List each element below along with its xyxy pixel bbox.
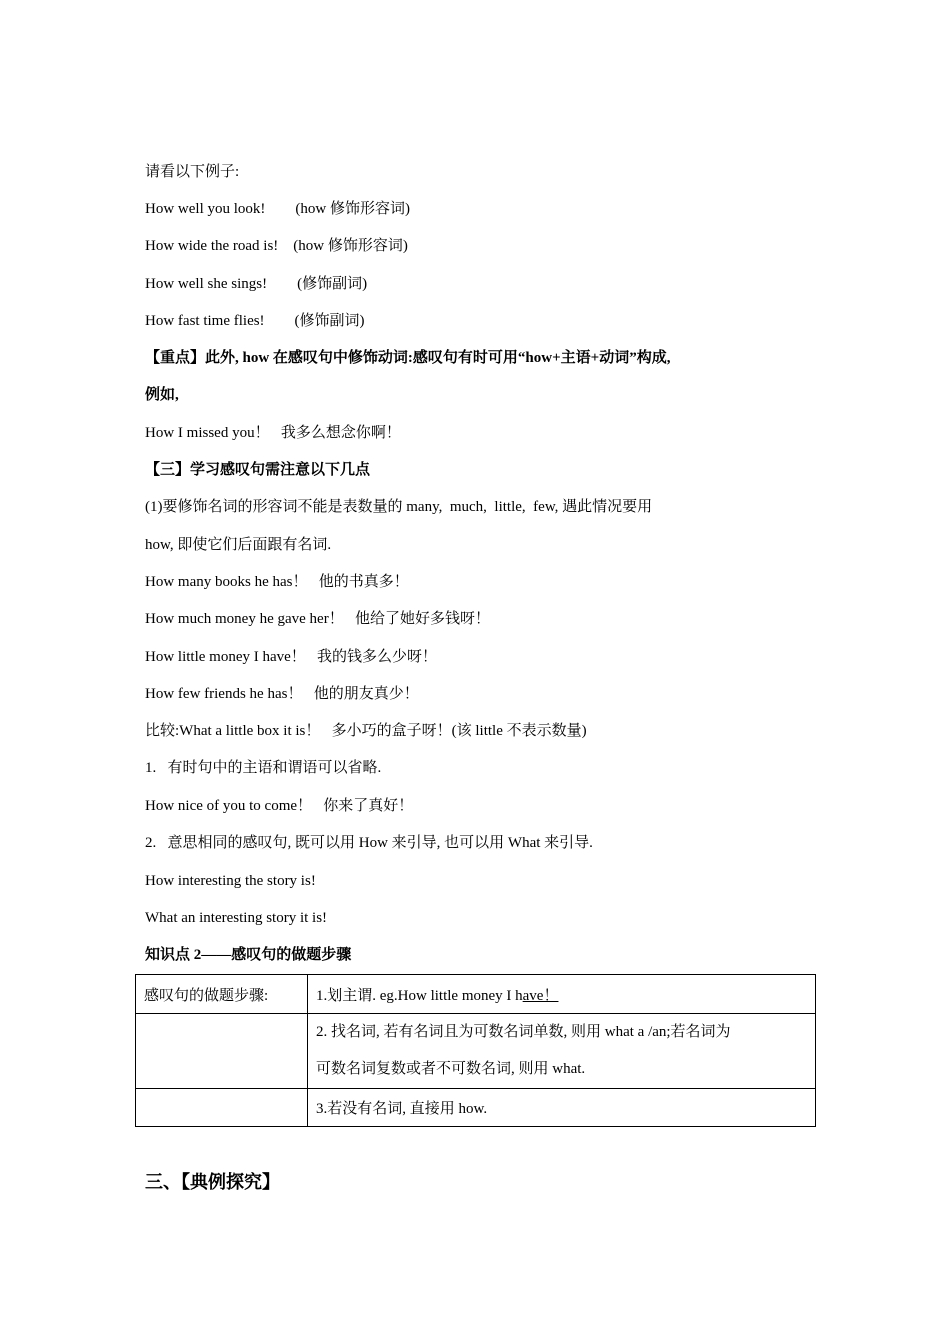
example-line: How well you look! (how 修饰形容词) <box>145 201 410 217</box>
example-line: How many books he has！ 他的书真多！ <box>145 574 409 590</box>
example-line: How fast time flies! (修饰副词) <box>145 313 365 329</box>
rule-line: (1)要修饰名词的形容词不能是表数量的 many, much, little, few, 遇此情况要用 <box>145 499 653 515</box>
rule-line: how, 即使它们后面跟有名词. <box>145 537 332 553</box>
example-line: How interesting the story is! <box>145 873 316 889</box>
intro-line: 请看以下例子: <box>145 164 240 180</box>
table-row <box>136 975 816 1014</box>
step-text: 可数名词复数或者不可数名词, 则用 what. <box>316 1061 586 1077</box>
empty-cell <box>136 1089 308 1127</box>
step-cell <box>308 1014 816 1089</box>
steps-table <box>135 974 816 1127</box>
example-line: How wide the road is! (how 修饰形容词) <box>145 238 408 254</box>
example-line: How little money I have！ 我的钱多么少呀！ <box>145 649 438 665</box>
step-text-underlined: ave！ <box>522 987 559 1004</box>
key-point-line: 【重点】此外, how 在感叹句中修饰动词:感叹句有时可用“how+主语+动词”构成, <box>145 350 671 366</box>
comparison-line: 比较:What a little box it is！ 多小巧的盒子呀！(该 little 不表示数量) <box>145 723 587 739</box>
example-line: How well she sings! (修饰副词) <box>145 276 368 292</box>
knowledge-point-title: 知识点 2——感叹句的做题步骤 <box>145 947 352 963</box>
rule-line: 2. 意思相同的感叹句, 既可以用 How 来引导, 也可以用 What 来引导. <box>145 835 593 851</box>
rule-line: 1. 有时句中的主语和谓语可以省略. <box>145 760 382 776</box>
step-text: 2. 找名词, 若有名词且为可数名词单数, 则用 what a /an;若名词为 <box>316 1024 731 1040</box>
empty-cell <box>136 1014 308 1089</box>
example-line: How few friends he has！ 他的朋友真少！ <box>145 686 419 702</box>
table-row <box>136 1014 816 1089</box>
steps-label-cell: 感叹句的做题步骤: <box>136 975 308 1014</box>
step-cell: 3.若没有名词, 直接用 how. <box>308 1089 816 1127</box>
example-line: How I missed you！ 我多么想念你啊！ <box>145 425 401 441</box>
example-line: How much money he gave her！ 他给了她好多钱呀！ <box>145 611 490 627</box>
step-cell <box>308 975 816 1014</box>
section-title: 【三】学习感叹句需注意以下几点 <box>145 462 371 478</box>
key-point-line: 例如, <box>145 387 179 403</box>
section-heading: 三、【典例探究】 <box>145 1172 280 1192</box>
table-row <box>136 1089 816 1127</box>
example-line: What an interesting story it is! <box>145 910 328 926</box>
step-text: 1.划主谓. eg.How little money I h <box>316 987 523 1004</box>
example-line: How nice of you to come！ 你来了真好！ <box>145 798 414 814</box>
